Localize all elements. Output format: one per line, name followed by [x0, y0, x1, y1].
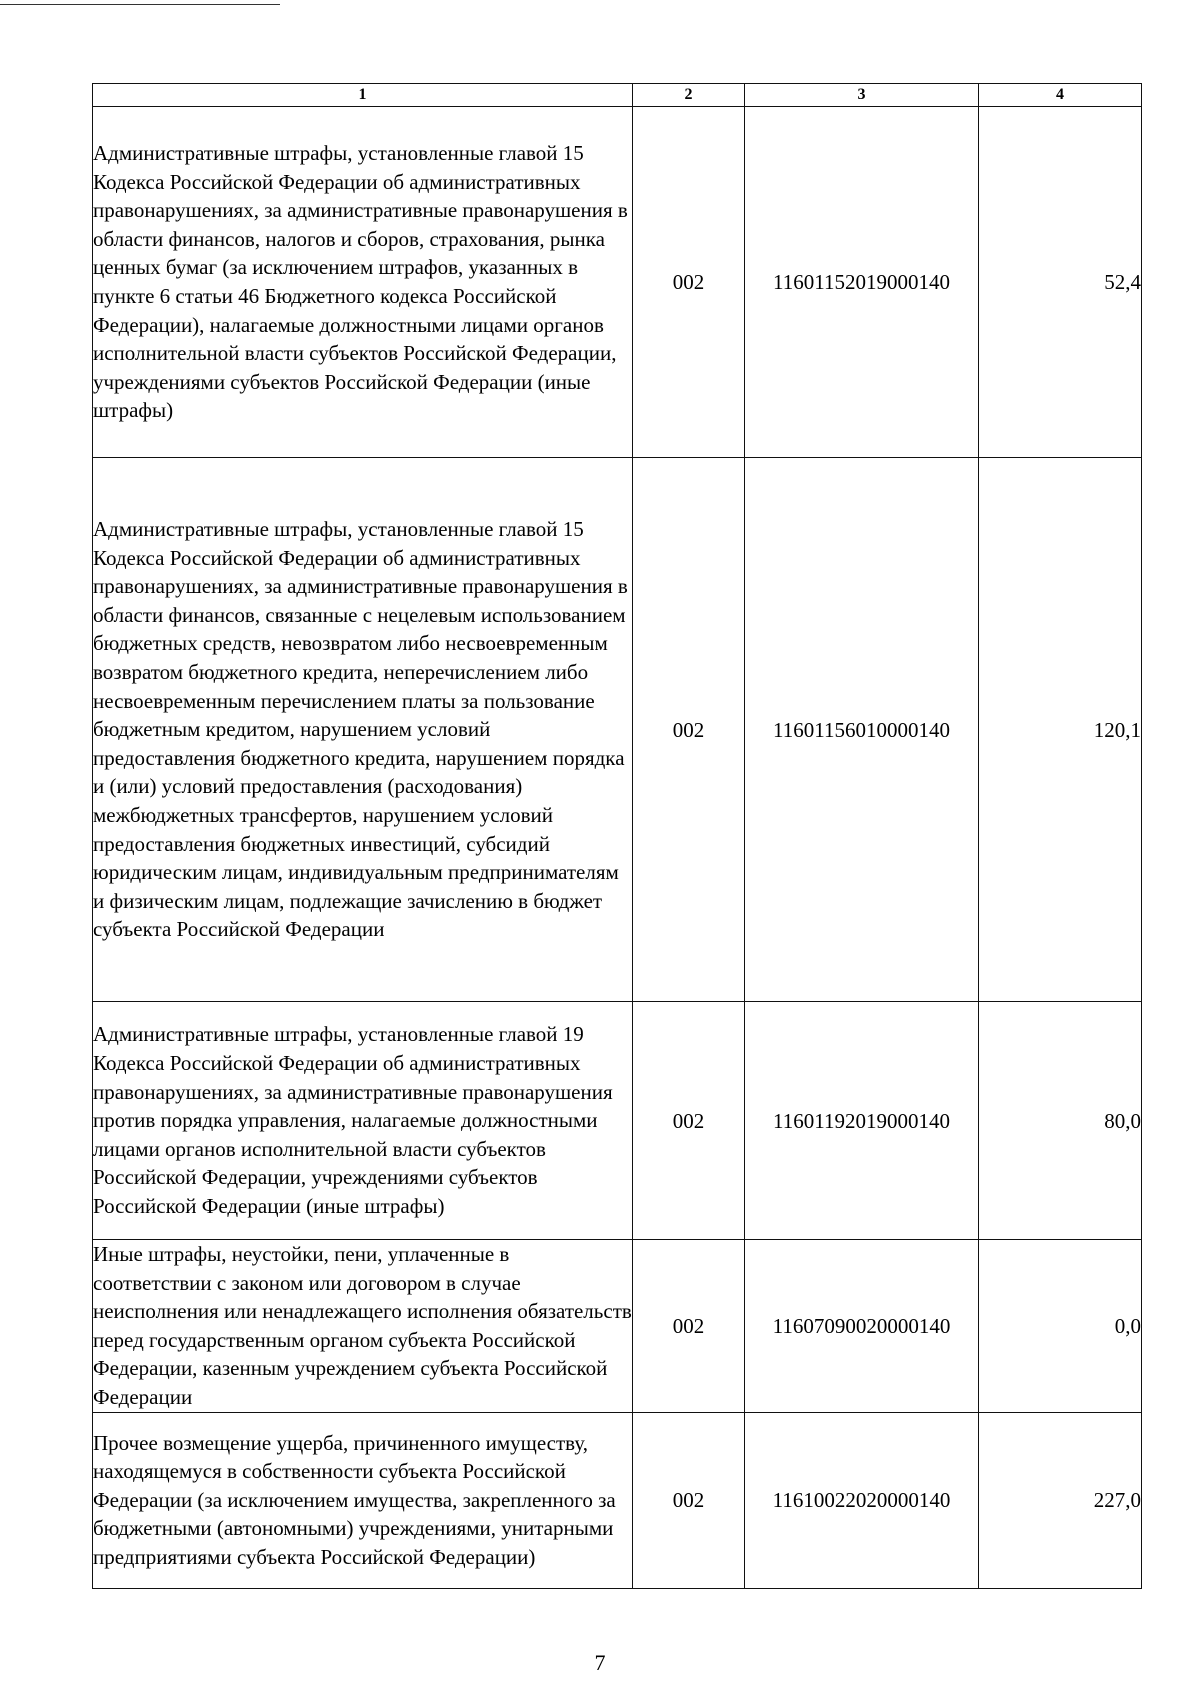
- row-description: Административные штрафы, установленные главой 15 Кодекса Российской Федерации об административных правонарушениях, за административные правонарушения в области финансов, налогов и сборов, страхования, рынка ценных бумаг (за исключением штрафов, указанных в пункте 6 статьи 46 Бюджетного кодекса Российской Федерации), налагаемые должностными лицами органов исполнительной власти субъектов Российской Федерации, учреждениями субъектов Российской Федерации (иные штрафы): [93, 107, 633, 458]
- row-amount: 52,4: [979, 107, 1142, 458]
- revenue-table-container: [92, 83, 1141, 1589]
- col-header-1: 1: [93, 84, 633, 107]
- row-kbk-code: 11601156010000140: [745, 458, 979, 1002]
- col-header-4: 4: [979, 84, 1142, 107]
- table-row: [93, 1240, 1142, 1413]
- row-description: Административные штрафы, установленные главой 19 Кодекса Российской Федерации об административных правонарушениях, за административные правонарушения против порядка управления, налагаемые должностными лицами органов исполнительной власти субъектов Российской Федерации, учреждениями субъектов Российской Федерации (иные штрафы): [93, 1002, 633, 1240]
- row-kbk-code: 11601192019000140: [745, 1002, 979, 1240]
- row-amount: 227,0: [979, 1412, 1142, 1588]
- row-description: Прочее возмещение ущерба, причиненного имуществу, находящемуся в собственности субъекта Российской Федерации (за исключением имущества, закрепленного за бюджетными (автономными) учреждениями, унитарными предприятиями субъекта Российской Федерации): [93, 1412, 633, 1588]
- table-row: [93, 458, 1142, 1002]
- top-scan-line: [0, 4, 280, 5]
- header-row: [93, 84, 1142, 107]
- row-description: Иные штрафы, неустойки, пени, уплаченные в соответствии с законом или договором в случае неисполнения или ненадлежащего исполнения обязательств перед государственным органом субъекта Российской Федерации, казенным учреждением субъекта Российской Федерации: [93, 1240, 633, 1413]
- table-row: [93, 107, 1142, 458]
- row-admin-code: 002: [633, 107, 745, 458]
- row-amount: 80,0: [979, 1002, 1142, 1240]
- row-admin-code: 002: [633, 1002, 745, 1240]
- revenue-table: [92, 83, 1142, 1589]
- row-kbk-code: 11607090020000140: [745, 1240, 979, 1413]
- table-row: [93, 1002, 1142, 1240]
- row-kbk-code: 11610022020000140: [745, 1412, 979, 1588]
- row-amount: 120,1: [979, 458, 1142, 1002]
- row-amount: 0,0: [979, 1240, 1142, 1413]
- row-admin-code: 002: [633, 1240, 745, 1413]
- row-admin-code: 002: [633, 1412, 745, 1588]
- col-header-2: 2: [633, 84, 745, 107]
- row-kbk-code: 11601152019000140: [745, 107, 979, 458]
- page-number: 7: [594, 1650, 606, 1675]
- row-admin-code: 002: [633, 458, 745, 1002]
- col-header-3: 3: [745, 84, 979, 107]
- row-description: Административные штрафы, установленные главой 15 Кодекса Российской Федерации об административных правонарушениях, за административные правонарушения в области финансов, связанные с нецелевым использованием бюджетных средств, невозвратом либо несвоевременным возвратом бюджетного кредита, неперечислением либо несвоевременным перечислением платы за пользование бюджетным кредитом, нарушением условий предоставления бюджетного кредита, нарушением порядка и (или) условий предоставления (расходования) межбюджетных трансфертов, нарушением условий предоставления бюджетных инвестиций, субсидий юридическим лицам, индивидуальным предпринимателям и физическим лицам, подлежащие зачислению в бюджет субъекта Российской Федерации: [93, 458, 633, 1002]
- table-row: [93, 1412, 1142, 1588]
